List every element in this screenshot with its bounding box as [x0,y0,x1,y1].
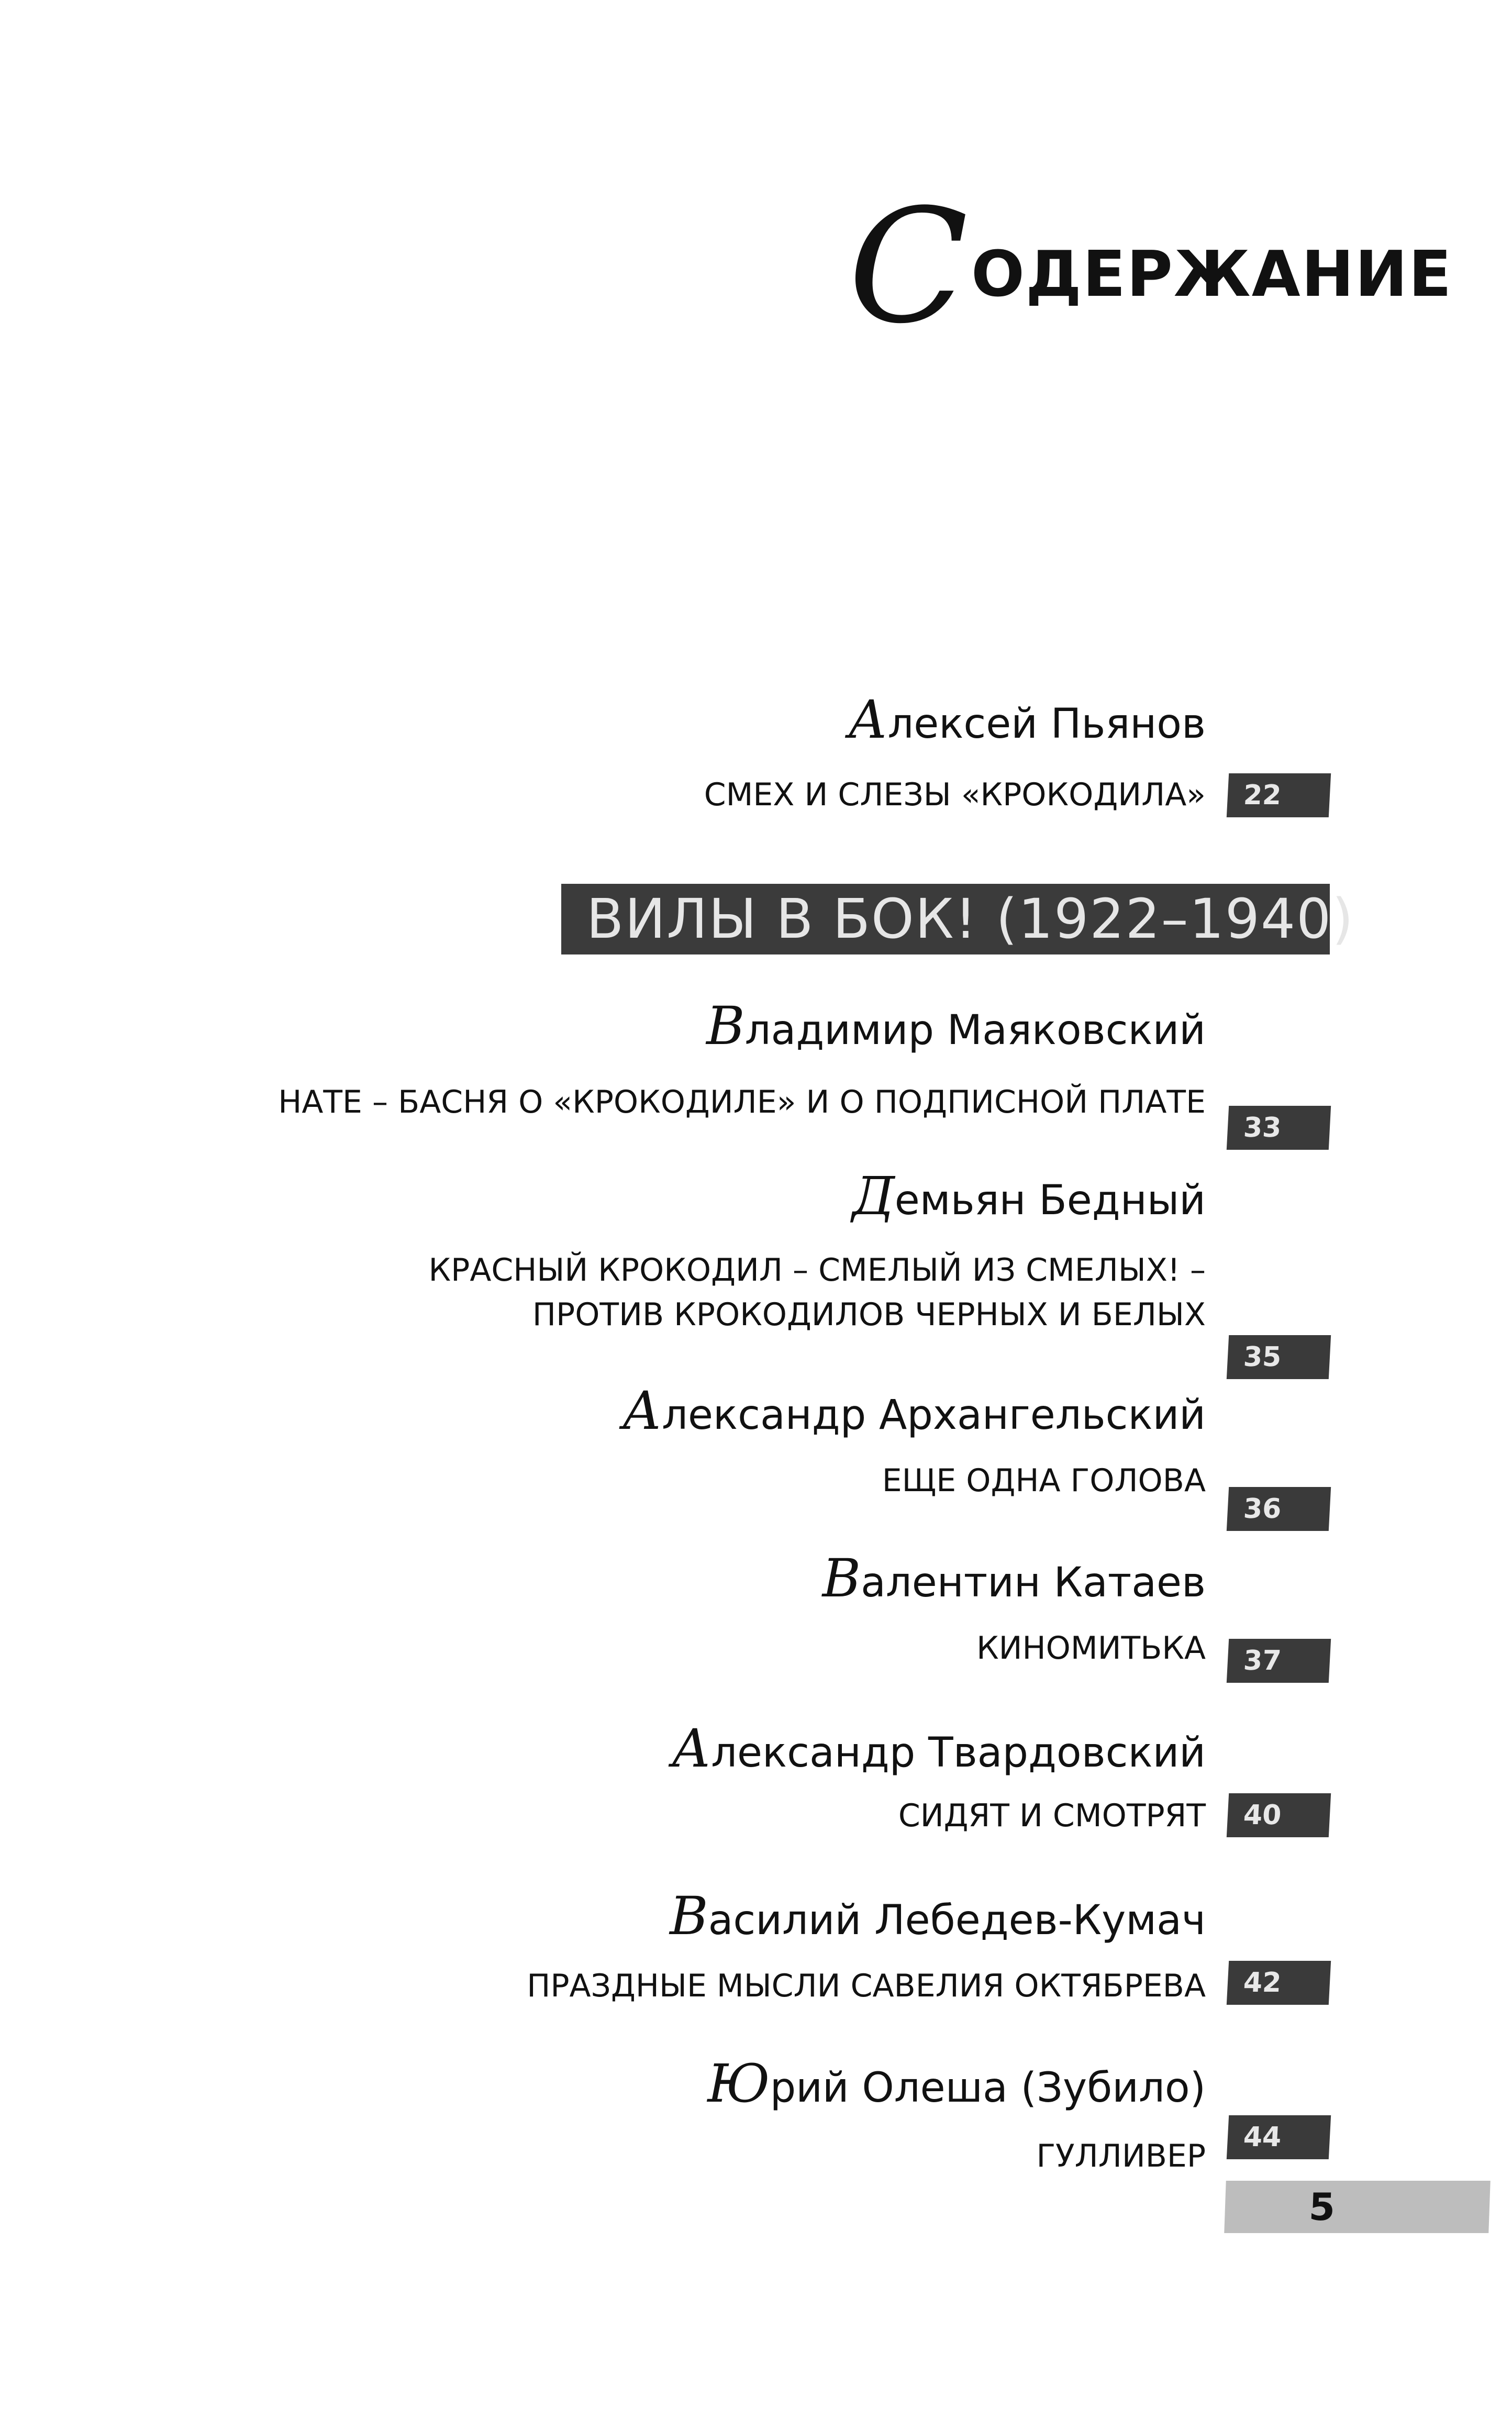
page-number-badge: 40 [1227,1793,1331,1837]
entry-author: Александр Твардовский [671,1718,1206,1779]
page-number-badge: 44 [1227,2115,1331,2159]
page-number-badge: 33 [1227,1106,1331,1150]
entry-work: КИНОМИТЬКА [976,1630,1206,1667]
entry-author: Валентин Катаев [822,1548,1206,1609]
entry-work: СИДЯТ И СМОТРЯТ [898,1797,1206,1834]
entry-author: Демьян Бедный [852,1165,1206,1227]
entry-author: Василий Лебедев-Кумач [670,1885,1206,1947]
page-number-badge: 35 [1227,1335,1331,1379]
page-number-badge: 36 [1227,1487,1331,1531]
section-heading: ВИЛЫ В БОК! (1922–1940) [561,884,1330,954]
page-number-badge: 42 [1227,1961,1331,2005]
folio-page-number: 5 [1224,2181,1490,2233]
entry-work: ГУЛЛИВЕР [1036,2138,1206,2174]
entry-author: Александр Архангельский [622,1380,1206,1441]
entry-author: Юрий Олеша (Зубило) [707,2053,1206,2114]
entry-work: НАТЕ – БАСНЯ О «КРОКОДИЛЕ» И О ПОДПИСНОЙ ПЛАТЕ [278,1084,1206,1120]
page-number-badge: 37 [1227,1639,1331,1683]
entry-author: Владимир Маяковский [706,995,1206,1057]
entry-work: ПРОТИВ КРОКОДИЛОВ ЧЕРНЫХ И БЕЛЫХ [532,1296,1206,1333]
page-title [848,175,1453,358]
entry-work: ПРАЗДНЫЕ МЫСЛИ САВЕЛИЯ ОКТЯБРЕВА [527,1968,1206,2004]
title-initial: С [848,175,969,358]
intro-author: Алексей Пьянов [848,689,1206,750]
entry-work: ЕЩЕ ОДНА ГОЛОВА [882,1462,1206,1499]
intro-work: СМЕХ И СЛЕЗЫ «КРОКОДИЛА» [704,776,1206,813]
entry-work: КРАСНЫЙ КРОКОДИЛ – СМЕЛЫЙ ИЗ СМЕЛЫХ! – [428,1252,1206,1289]
title-rest: ОДЕРЖАНИЕ [971,238,1453,311]
page-number-badge: 22 [1227,773,1331,817]
